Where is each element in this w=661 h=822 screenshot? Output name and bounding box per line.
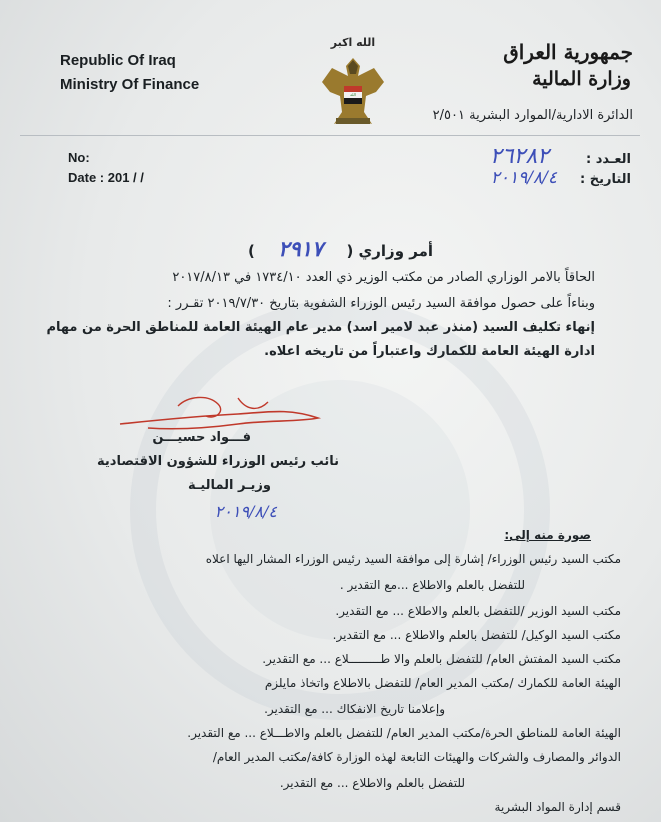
copy-item: للتفضل بالعلم والاطلاع ...مع التقدير . [339,578,525,592]
copy-item: الهيئة العامة للمناطق الحرة/مكتب المدير العام/ للتفضل بالعلم والاطـــلاع ... مع التقدير. [187,726,621,740]
body-line-3: إنهاء تكليف السيد (منذر عبد لامير اسد) مدير عام الهيئة العامة للمناطق الحرة من مهام [46,320,595,335]
order-title [248,236,433,261]
copy-item: مكتب السيد رئيس الوزراء/ إشارة إلى موافقة السيد رئيس الوزراء المشار اليها اعلاه [205,552,621,566]
date-label: Date : 201 / / [68,170,144,185]
iraq-eagle-emblem [318,36,388,131]
body-line-1: الحاقاً بالامر الوزاري الصادر من مكتب الوزير ذي العدد ١٧٣٤/١٠ في ٢٠١٧/٨/١٣ [172,270,595,285]
signer-title-2: وزيـر الماليـة [188,478,271,493]
copy-item: الهيئة العامة للكمارك /مكتب المدير العام/ للتفضل بالاطلاع واتخاذ مايلزم [264,676,621,690]
number-value: ٢٦٢٨٢ [489,144,549,169]
svg-text:الله: الله [350,92,356,97]
ar-ministry: وزارة المالية [532,68,631,90]
copy-item: مكتب السيد المفتش العام/ للتفضل بالعلم والا طـــــــــلاع ... مع التقدير. [262,652,621,666]
signer-name: فـــواد حسيـــن [152,430,251,445]
en-ministry: Ministry Of Finance [60,76,200,93]
date-ar-label: التاريخ : [580,172,631,187]
en-country: Republic Of Iraq [60,52,176,69]
department-line: الدائرة الادارية/الموارد البشرية ٢/٥٠١ [432,108,633,123]
signature-date: ٢٠١٩/٨/٤ [214,502,277,521]
copy-item: قسم إدارة المواد البشرية [494,800,621,814]
emblem-text: الله اكبر [330,36,376,49]
copy-item: للتفضل بالعلم والاطلاع ... مع التقدير. [279,776,465,790]
order-number: ٢٩١٧ [278,236,324,261]
signer-title-1: نائب رئيس الوزراء للشؤون الاقتصادية [97,454,339,469]
copy-item: وإعلامنا تاريخ الانفكاك ... مع التقدير. [264,702,445,716]
body-line-4: ادارة الهيئة العامة للكمارك واعتباراً من تاريخه اعلاه. [264,344,595,359]
copy-item: مكتب السيد الوكيل/ للتفضل بالعلم والاطلاع ... مع التقدير. [332,628,621,642]
copies-heading: صورة منه إلى: [504,528,591,542]
body-line-2: وبناءاً على حصول موافقة السيد رئيس الوزراء الشفوية بتاريخ ٢٠١٩/٧/٣٠ تقـرر : [167,296,595,311]
date-ar-value: ٢٠١٩/٨/٤ [490,168,557,188]
no-label: No: [68,150,90,165]
number-label: العـدد : [585,152,631,167]
order-title-close: ) [248,242,255,260]
header-divider [20,135,640,136]
copy-item: الدوائر والمصارف والشركات والهيئات التابعة لهذه الوزارة كافة/مكتب المدير العام/ [212,750,621,764]
ar-country: جمهورية العراق [503,40,633,64]
order-title-text: أمر وزاري ( [346,242,433,260]
copy-item: مكتب السيد الوزير /للتفضل بالعلم والاطلاع ... مع التقدير. [335,604,621,618]
